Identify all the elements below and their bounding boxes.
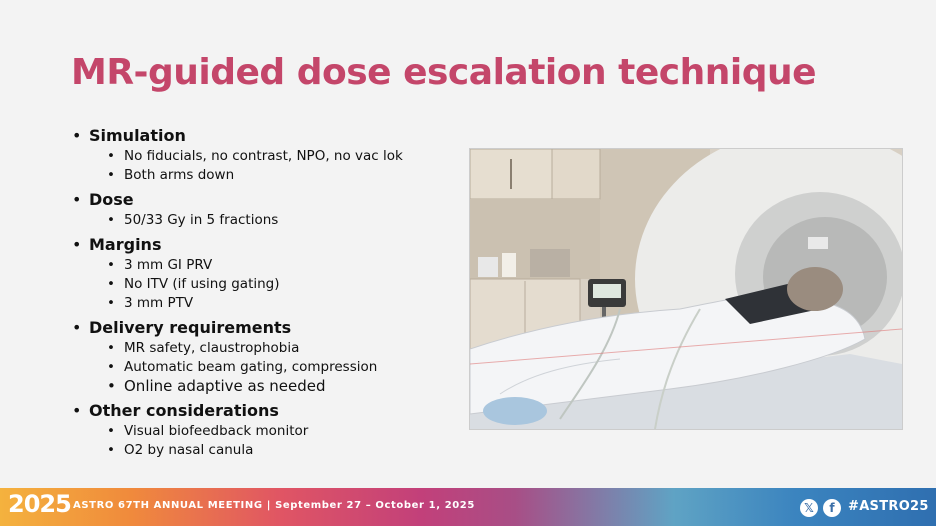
- hashtag: #ASTRO25: [848, 499, 929, 514]
- meeting-info: ASTRO 67TH ANNUAL MEETING | September 27 – October 1, 2025: [73, 500, 475, 511]
- sub-bullet: • No fiducials, no contrast, NPO, no vac lok: [72, 147, 462, 166]
- bullet-margins: • Margins: [72, 234, 462, 256]
- x-icon: 𝕏: [800, 499, 818, 517]
- slide-title: MR-guided dose escalation technique: [71, 52, 817, 93]
- sub-bullet: • No ITV (if using gating): [72, 275, 462, 294]
- sub-bullet: • 3 mm GI PRV: [72, 256, 462, 275]
- sub-bullet: • 3 mm PTV: [72, 294, 462, 313]
- sub-bullet: • Visual biofeedback monitor: [72, 422, 462, 441]
- sub-bullet: • 50/33 Gy in 5 fractions: [72, 211, 462, 230]
- mr-linac-patient-photo: [469, 148, 903, 430]
- bullet-dose: • Dose: [72, 189, 462, 211]
- sub-bullet: • MR safety, claustrophobia: [72, 339, 462, 358]
- bullet-other-considerations: • Other considerations: [72, 400, 462, 422]
- mr-linac-patient-illustration: [470, 149, 902, 429]
- sub-bullet: • Automatic beam gating, compression: [72, 358, 462, 377]
- sub-bullet: • Both arms down: [72, 166, 462, 185]
- bullet-list: [72, 125, 462, 460]
- bullet-delivery-requirements: • Delivery requirements: [72, 317, 462, 339]
- sub-bullet: • O2 by nasal canula: [72, 441, 462, 460]
- footer-bar: [0, 488, 936, 526]
- bullet-simulation: • Simulation: [72, 125, 462, 147]
- facebook-icon: f: [823, 499, 841, 517]
- sub-bullet: • Online adaptive as needed: [72, 377, 462, 396]
- astro-2025-logo: 2025: [8, 490, 71, 518]
